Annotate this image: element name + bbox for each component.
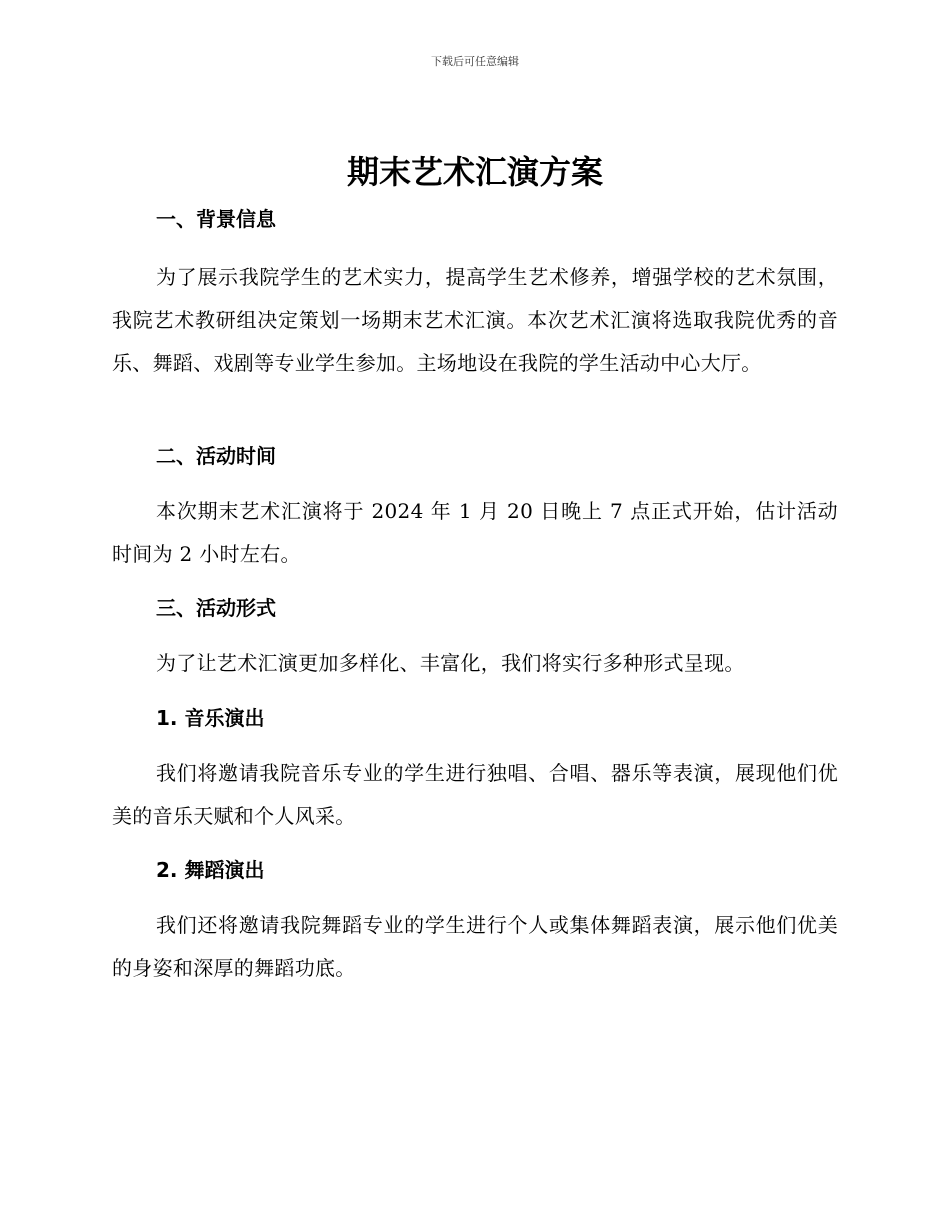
- header-note: 下载后可任意编辑: [431, 55, 519, 68]
- paragraph-format: [112, 642, 838, 685]
- section-heading: 一、背景信息: [156, 207, 276, 231]
- heading-dance: [112, 856, 838, 884]
- paragraph-time: [112, 490, 838, 576]
- section-heading: 1. 音乐演出: [156, 706, 265, 730]
- section-heading: 二、活动时间: [156, 444, 276, 468]
- page-title: 期末艺术汇演方案: [346, 153, 603, 191]
- heading-background: [112, 205, 838, 233]
- heading-format: [112, 594, 838, 622]
- heading-music: [112, 704, 838, 732]
- section-paragraph: 我们将邀请我院音乐专业的学生进行独唱、合唱、器乐等表演，展现他们优美的音乐天赋和个人风采。: [112, 761, 838, 828]
- section-heading: 2. 舞蹈演出: [156, 858, 265, 882]
- section-paragraph: 为了展示我院学生的艺术实力，提高学生艺术修养，增强学校的艺术氛围，我院艺术教研组决定策划一场期末艺术汇演。本次艺术汇演将选取我院优秀的音乐、舞蹈、戏剧等专业学生参加。主场地设在我院的学生活动中心大厅。: [112, 265, 838, 375]
- section-paragraph: 我们还将邀请我院舞蹈专业的学生进行个人或集体舞蹈表演，展示他们优美的身姿和深厚的舞蹈功底。: [112, 913, 838, 980]
- paragraph-dance: [112, 904, 838, 990]
- section-paragraph: 为了让艺术汇演更加多样化、丰富化，我们将实行多种形式呈现。: [156, 651, 745, 675]
- paragraph-background: [112, 256, 838, 385]
- paragraph-music: [112, 752, 838, 838]
- heading-time: [112, 442, 838, 470]
- section-heading: 三、活动形式: [156, 596, 276, 620]
- section-paragraph: 本次期末艺术汇演将于 2024 年 1 月 20 日晚上 7 点正式开始，估计活动时间为 2 小时左右。: [112, 499, 838, 566]
